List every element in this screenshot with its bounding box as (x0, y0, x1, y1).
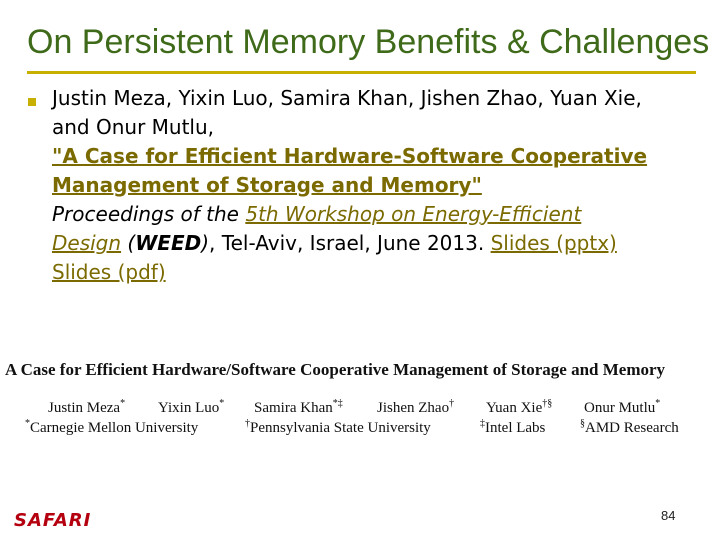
location-date: , Tel-Aviv, Israel, June 2013. (209, 231, 485, 255)
proceedings-prefix: Proceedings of the (52, 202, 246, 226)
paper-author: Jishen Zhao† (377, 398, 455, 416)
bullet-square-icon (28, 98, 36, 106)
title-divider (27, 71, 696, 74)
paper-title-link-1[interactable]: "A Case for Efficient Hardware-Software Cooperative (52, 144, 648, 168)
paper-author: Samira Khan*‡ (254, 398, 343, 416)
paper-authors (0, 398, 720, 420)
safari-logo: SAFARI (14, 510, 92, 531)
paper-affiliations (0, 418, 720, 440)
affiliation: *Carnegie Mellon University (25, 418, 199, 436)
paper-heading: A Case for Efficient Hardware/Software Cooperative Management of Storage and Memory (5, 360, 666, 379)
paren-close: ) (201, 231, 210, 255)
paper-author: Yixin Luo* (158, 398, 225, 416)
authors-line-2: and Onur Mutlu, (52, 115, 215, 139)
workshop-link-1[interactable]: 5th Workshop on Energy-Efficient (245, 202, 582, 226)
workshop-link-2[interactable]: Design (52, 231, 122, 255)
slides-pptx-link[interactable]: Slides (pptx) (490, 231, 617, 255)
affiliation: §AMD Research (580, 418, 679, 436)
paren-open: ( (121, 231, 136, 255)
paper-author: Justin Meza* (48, 398, 126, 416)
paper-author: Onur Mutlu* (584, 398, 661, 416)
paper-author: Yuan Xie†§ (486, 398, 553, 416)
venue-short: WEED (135, 231, 202, 255)
authors-line-1: Justin Meza, Yixin Luo, Samira Khan, Jishen Zhao, Yuan Xie, (52, 86, 642, 110)
slide-title: On Persistent Memory Benefits & Challenges (27, 23, 710, 61)
paper-title-link-2[interactable]: Management of Storage and Memory" (52, 173, 482, 197)
page-number: 84 (661, 508, 676, 523)
affiliation: †Pennsylvania State University (245, 418, 431, 436)
slides-pdf-link[interactable]: Slides (pdf) (52, 260, 166, 284)
affiliation: ‡Intel Labs (480, 418, 546, 436)
citation-bullet (52, 84, 702, 287)
